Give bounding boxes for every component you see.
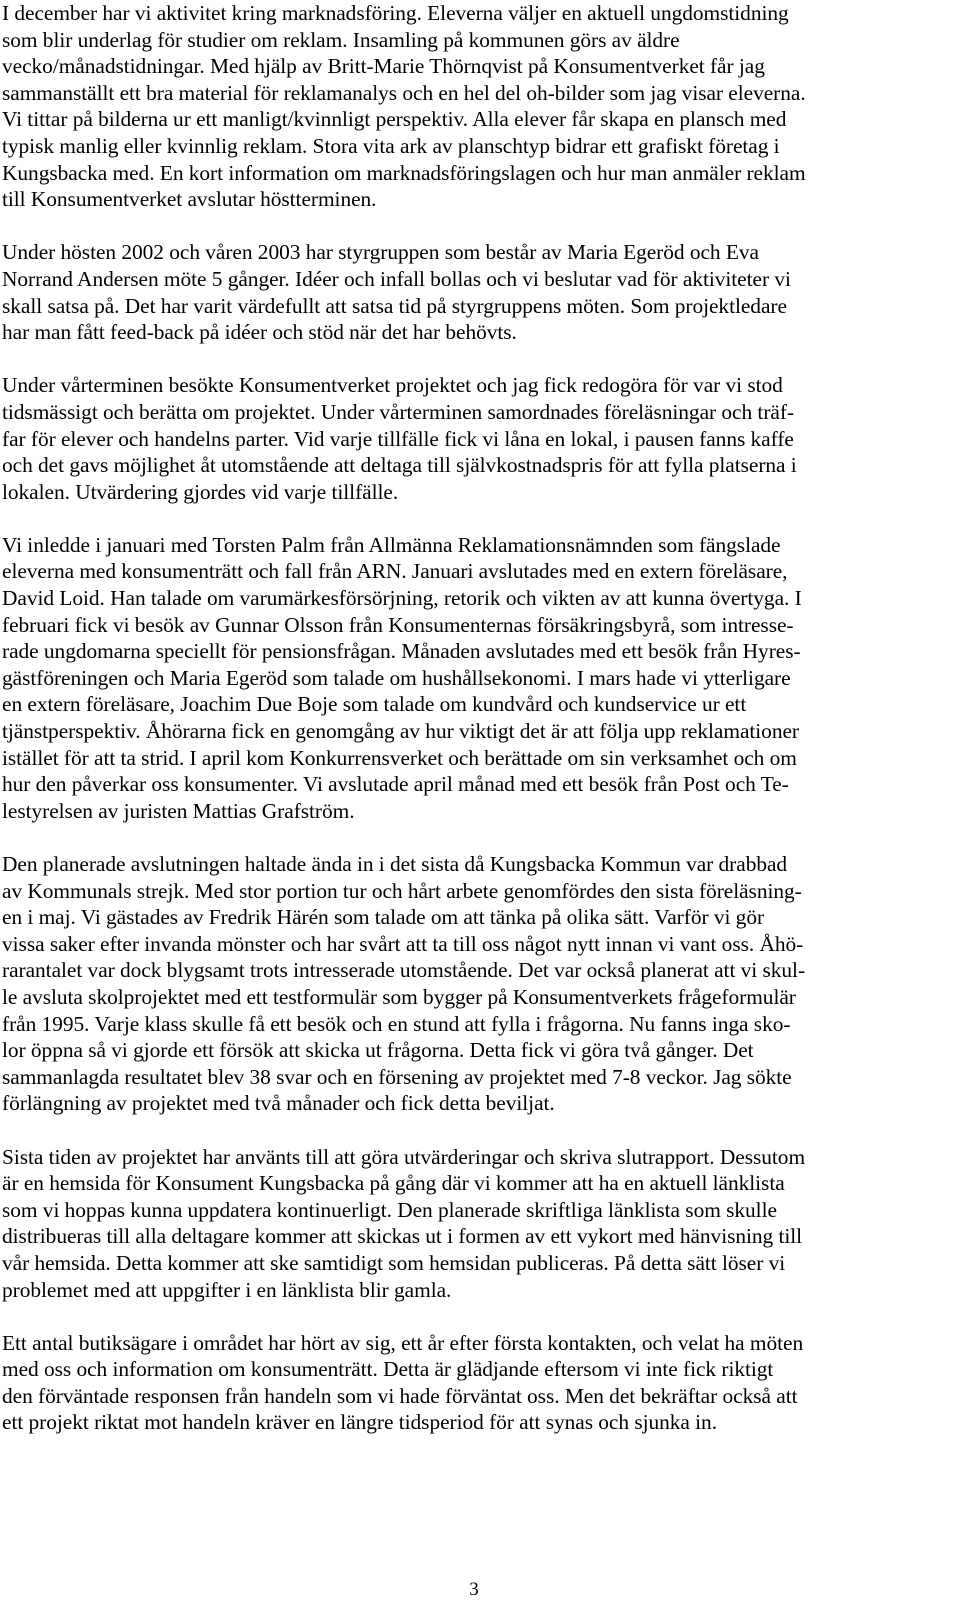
text-line: eleverna med konsumenträtt och fall från ARN. Januari avslutades med en extern föreläsare,	[2, 559, 788, 584]
text-line: Ett antal butiksägare i området har hört av sig, ett år efter första kontakten, och velat ha möten	[2, 1330, 804, 1355]
text-line: gästföreningen och Maria Egeröd som talade om hushållsekonomi. I mars hade vi ytterligare	[2, 665, 791, 690]
text-line: från 1995. Varje klass skulle få ett besök och en stund att fylla i frågorna. Nu fanns inga sko-	[2, 1011, 791, 1036]
text-line: vissa saker efter invanda mönster och har svårt att ta till oss något nytt innan vi vant oss. Åhö-	[2, 931, 804, 956]
text-line: som vi hoppas kunna uppdatera kontinuerligt. Den planerade skriftliga länklista som skulle	[2, 1197, 777, 1222]
text-line: istället för att ta strid. I april kom Konkurrensverket och berättade om sin verksamhet och om	[2, 745, 797, 770]
page-number: 3	[469, 1579, 479, 1600]
text-line: distribueras till alla deltagare kommer att skickas ut i formen av ett vykort med hänvisning till	[2, 1224, 803, 1249]
text-line: med oss och information om konsumenträtt. Detta är glädjande eftersom vi inte fick riktigt	[2, 1357, 774, 1382]
text-line: Vi inledde i januari med Torsten Palm från Allmänna Reklamationsnämnden som fängslade	[2, 532, 781, 557]
text-line: Den planerade avslutningen haltade ända in i det sista då Kungsbacka Kommun var drabbad	[2, 852, 788, 876]
text-line: ett projekt riktat mot handeln kräver en längre tidsperiod för att synas och sjunka in.	[2, 1410, 718, 1435]
text-line: far för elever och handelns parter. Vid varje tillfälle fick vi låna en lokal, i pausen fanns kaffe	[2, 426, 794, 451]
text-line: förlängning av projektet med två månader och fick detta beviljat.	[2, 1091, 555, 1116]
paragraph-3	[2, 372, 950, 505]
text-line: vår hemsida. Detta kommer att ske samtidigt som hemsidan publiceras. På detta sätt löser vi	[2, 1250, 786, 1275]
text-line: sammanlagda resultatet blev 38 svar och en försening av projektet med 7-8 veckor. Jag sökte	[2, 1064, 792, 1089]
paragraph-4	[2, 532, 950, 825]
text-line: rarantalet var dock blygsamt trots intresserade utomstående. Det var också planerat att vi skul-	[2, 958, 806, 983]
text-line: tjänstperspektiv. Åhörarna fick en genomgång av hur viktigt det är att följa upp reklamationer	[2, 719, 799, 744]
text-line: I december har vi aktivitet kring marknadsföring. Eleverna väljer en aktuell ungdomstidning	[2, 1, 789, 25]
text-line: och det gavs möjlighet åt utomstående att deltaga till självkostnadspris för att fylla platserna i	[2, 453, 797, 478]
text-line: februari fick vi besök av Gunnar Olsson från Konsumenternas försäkringsbyrå, som intresse-	[2, 612, 794, 637]
text-line: problemet med att uppgifter i en länklista blir gamla.	[2, 1277, 452, 1302]
text-line: en extern föreläsare, Joachim Due Boje som talade om kundvård och kundservice ur ett	[2, 692, 747, 717]
text-line: tidsmässigt och berätta om projektet. Under vårterminen samordnades föreläsningar och träf-	[2, 399, 794, 424]
text-line: lor öppna så vi gjorde ett försök att skicka ut frågorna. Detta fick vi göra två gånger. Det	[2, 1038, 754, 1063]
paragraph-1	[2, 0, 950, 213]
text-line: är en hemsida för Konsument Kungsbacka på gång där vi kommer att ha en aktuell länklista	[2, 1171, 785, 1196]
text-line: typisk manlig eller kvinnlig reklam. Stora vita ark av planschtyp bidrar ett grafiskt företag i	[2, 133, 780, 158]
text-line: en i maj. Vi gästades av Fredrik Härén som talade om att tänka på olika sätt. Varför vi gör	[2, 905, 765, 930]
text-line: lokalen. Utvärdering gjordes vid varje tillfälle.	[2, 479, 399, 504]
text-line: skall satsa på. Det har varit värdefullt att satsa tid på styrgruppens möten. Som projektledare	[2, 293, 787, 318]
text-line: vecko/månadstidningar. Med hjälp av Britt-Marie Thörnqvist på Konsumentverket får jag	[2, 54, 765, 79]
paragraph-2	[2, 239, 950, 345]
text-line: Norrand Andersen möte 5 gånger. Idéer och infall bollas och vi beslutar vad för aktiviteter vi	[2, 266, 791, 291]
text-line: Under vårterminen besökte Konsumentverket projektet och jag fick redogöra för var vi stod	[2, 373, 783, 398]
text-line: David Loid. Han talade om varumärkesförsörjning, retorik och vikten av att kunna övertyga. I	[2, 586, 802, 611]
text-line: har man fått feed-back på idéer och stöd när det har behövts.	[2, 320, 517, 345]
paragraph-5	[2, 851, 950, 1117]
text-line: Sista tiden av projektet har använts till att göra utvärderingar och skriva slutrapport. Dessutom	[2, 1144, 806, 1169]
text-line: av Kommunals strejk. Med stor portion tur och hårt arbete genomfördes den sista föreläsning-	[2, 878, 802, 903]
text-line: lestyrelsen av juristen Mattias Grafström.	[2, 798, 355, 823]
text-line: sammanställt ett bra material för reklamanalys och en hel del oh-bilder som jag visar eleverna.	[2, 80, 806, 105]
text-line: den förväntade responsen från handeln som vi hade förväntat oss. Men det bekräftar också att	[2, 1383, 798, 1408]
paragraph-7	[2, 1330, 950, 1436]
text-line: hur den påverkar oss konsumenter. Vi avslutade april månad med ett besök från Post och Te-	[2, 772, 789, 797]
text-line: som blir underlag för studier om reklam. Insamling på kommunen görs av äldre	[2, 27, 680, 52]
text-line: till Konsumentverket avslutar höstterminen.	[2, 187, 377, 212]
text-line: Vi tittar på bilderna ur ett manligt/kvinnligt perspektiv. Alla elever får skapa en plansch med	[2, 107, 787, 132]
document-body	[2, 0, 950, 1436]
text-line: le avsluta skolprojektet med ett testformulär som bygger på Konsumentverkets frågeformulär	[2, 984, 796, 1009]
paragraph-6	[2, 1144, 950, 1304]
text-line: Kungsbacka med. En kort information om marknadsföringslagen och hur man anmäler reklam	[2, 160, 806, 185]
text-line: Under hösten 2002 och våren 2003 har styrgruppen som består av Maria Egeröd och Eva	[2, 240, 759, 265]
text-line: rade ungdomarna speciellt för pensionsfrågan. Månaden avslutades med ett besök från Hyres-	[2, 639, 801, 664]
